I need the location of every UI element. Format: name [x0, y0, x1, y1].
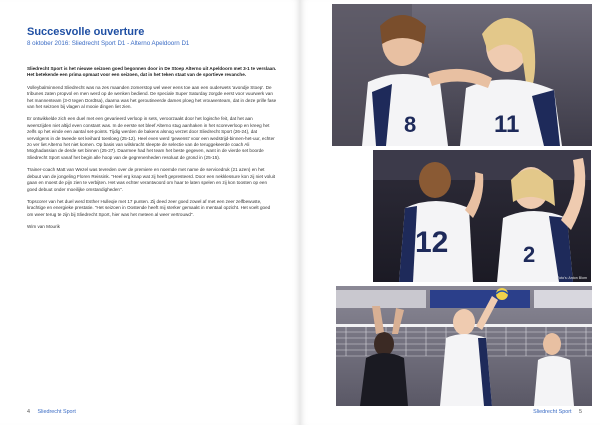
svg-text:8: 8 — [404, 112, 417, 137]
page-number-right: 5 — [579, 409, 582, 415]
photo-net-action — [336, 286, 592, 406]
footer-brand-right: Sliedrecht Sport — [533, 409, 572, 415]
photo-players-celebrating — [373, 150, 591, 282]
footer-brand-left: Sliedrecht Sport — [37, 409, 76, 415]
article-paragraph: Volleybalminnend Sliedrecht was na zes maanden zomerstop wel weer eens toe aan een ouderwets 'avondje Stoep'. De tribunes zaten propvol en men werd op de wenken bediend. De speciale Super Saturday zorgde eerst voor vuurwerk van het mannenteam (3-0 tegen Dordtsa), daarna was het geroutineerde dames ploeg het vrouwenteam, dat in deze prille fase van het seizoen bij vlagen al mooie dingen liet zien. — [27, 84, 277, 110]
article-subtitle: 8 oktober 2016: Sliedrecht Sport D1 - Alterno Apeldoorn D1 — [27, 40, 190, 47]
page-number-left: 4 — [27, 409, 30, 415]
article-body — [27, 66, 277, 237]
svg-text:11: 11 — [494, 111, 520, 138]
article-title: Succesvolle ouverture — [27, 26, 145, 38]
svg-text:2: 2 — [523, 242, 536, 267]
photo-players-embracing — [332, 4, 592, 146]
footer-right — [533, 409, 582, 415]
article-author: Wim van Mourik — [27, 224, 60, 230]
article-paragraph: Trainer-coach Matt van Wezel was tevreden over de premiere en noemde met name de servicedruk (21 azen) en het debuut van de jongeling Floren Reissink. "Heel erg knap wat zij heeft gepresteerd. Door een nekklessure kon zij niet voluit gaan en moest de pijn zien te verbijten. Het was echter verantwoord om haar te laten spelen en zij kon toosten op een goed debuut onder moeilijke omstandigheden". — [27, 167, 276, 192]
svg-text:12: 12 — [415, 226, 449, 259]
article-lead: Sliedrecht Sport is het nieuwe seizoen goed begonnen door in De Stoep Alterno uit Apeldoorn met 3-1 te verslaan. Het betekende een prima opmaat voor een seizoen, dat in het teken staat van de sportieve revanche. — [27, 66, 277, 78]
article-paragraph: Topscorer van het duel werd Esther Hulleqie met 17 punten. Zij deed zeer goed zowel af met een zeer zelfbewuste, krachtige en energieke prestatie. "Het seizoen in Oostende heeft mij sterker gemaakt in mentaal opzicht. Het voelt goed om weer terug te zijn bij Sliedrecht Sport, hier was het meteen al weer vertrouwd". — [27, 198, 271, 217]
footer-left — [27, 409, 76, 415]
photo-caption: Foto's: Anton Blom — [556, 276, 587, 280]
article-paragraph: Er ontwikkelde zich een duel met een gevarieerd verloop in sets, veroorzaakt door het logische feit, dat het aan weerszijden niet altijd even constant was. In de eerste set bleef Alterno stug aanhaken in het scoreverloop en kreeg het zelfs op het einde een aantal set-points. Tijdig werden de bakens alsnog verzet door Sliedrecht Sport (26-24), dat vervolgens in de tweede set keihard toesloeg (25-12). Heel even werd 'gewenst' voor een wedstrijd-binnen-het-uur, echter zo ver liet Alterno het niet komen. Op basis van wilskracht sleepte de selectie van de teruggekeerde coach Ali Moghadassian de derde set binnen (25-27). Daarmee had het team het beste gegeven, want in de vierde set boorde Sliedrecht Sport vanaf het begin alle hoop van de gegrenenheden resoluut de grond in (25-15). — [27, 116, 275, 160]
